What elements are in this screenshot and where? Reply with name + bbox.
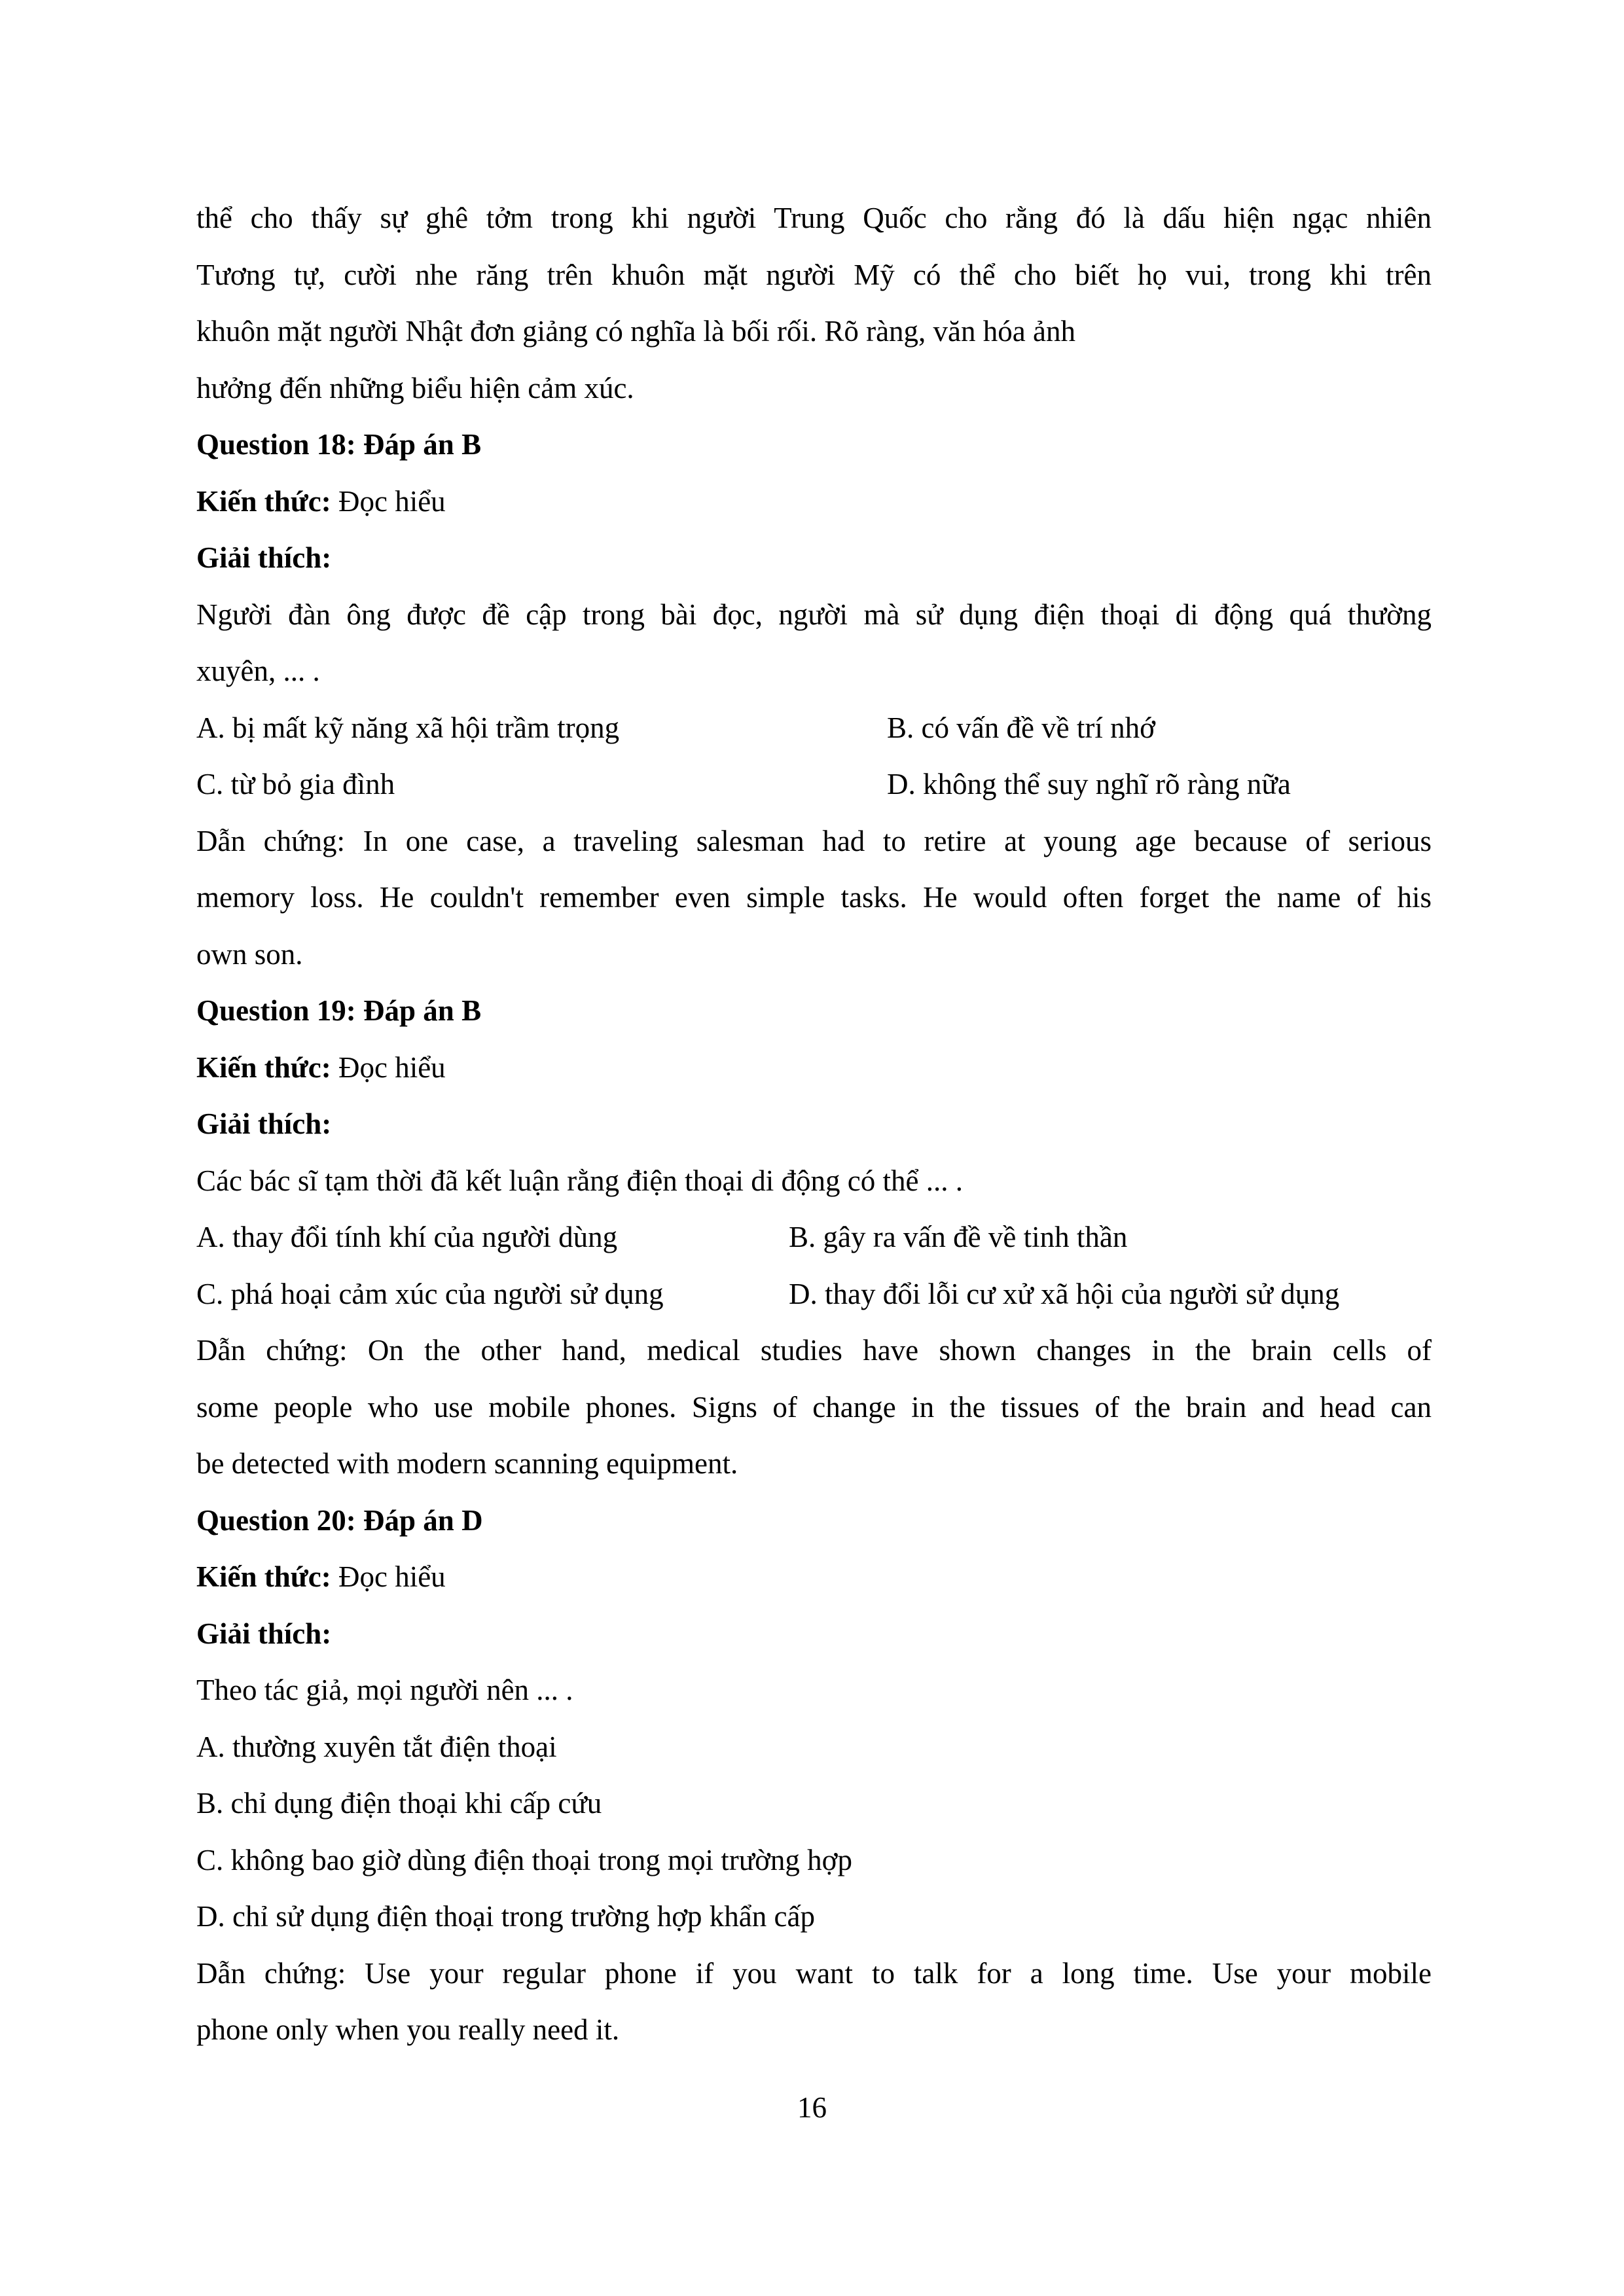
q18-evidence-line-3: own son. — [196, 937, 303, 971]
q19-option-c: C. phá hoại cảm xúc của người sử dụng — [196, 1277, 664, 1310]
q19-knowledge — [196, 1039, 1432, 1096]
q19-options-row-2 — [196, 1266, 1432, 1323]
q20-knowledge — [196, 1549, 1432, 1605]
intro-line-1: thể cho thấy sự ghê tởm trong khi người Trung Quốc cho rằng đó là dấu hiện ngạc nhiên — [196, 202, 1432, 234]
q20-option-d: D. chỉ sử dụng điện thoại trong trường hợp khẩn cấp — [196, 1900, 815, 1933]
q18-option-b: B. có vấn đề về trí nhớ — [887, 711, 1155, 744]
q18-question-line-1: Người đàn ông được đề cập trong bài đọc, người mà sử dụng điện thoại di động quá thường — [196, 598, 1432, 631]
q18-knowledge-label: Kiến thức: — [196, 484, 331, 518]
page-content — [196, 190, 1432, 2058]
q18-options-row-1 — [196, 700, 1432, 757]
q19-knowledge-label: Kiến thức: — [196, 1050, 331, 1084]
q20-option-a: A. thường xuyên tắt điện thoại — [196, 1730, 557, 1763]
intro-line-4: hưởng đến những biểu hiện cảm xúc. — [196, 371, 634, 404]
q20-knowledge-label: Kiến thức: — [196, 1560, 331, 1593]
intro-line-3: khuôn mặt người Nhật đơn giảng có nghĩa là bối rối. Rõ ràng, văn hóa ảnh — [196, 315, 1075, 348]
q19-question-line-1: Các bác sĩ tạm thời đã kết luận rằng điện thoại di động có thể ... . — [196, 1164, 963, 1197]
q19-heading: Question 19: Đáp án B — [196, 994, 482, 1027]
q20-option-c: C. không bao giờ dùng điện thoại trong mọi trường hợp — [196, 1843, 852, 1876]
q20-question-line-1: Theo tác giả, mọi người nên ... . — [196, 1674, 573, 1706]
q18-option-a: A. bị mất kỹ năng xã hội trầm trọng — [196, 711, 620, 744]
intro-line-2: Tương tự, cười nhe răng trên khuôn mặt người Mỹ có thể cho biết họ vui, trong khi trên — [196, 258, 1432, 291]
q18-question-line-2: xuyên, ... . — [196, 655, 320, 687]
q20-option-b: B. chỉ dụng điện thoại khi cấp cứu — [196, 1787, 602, 1820]
q18-option-d: D. không thể suy nghĩ rõ ràng nữa — [887, 768, 1291, 800]
q18-heading: Question 18: Đáp án B — [196, 428, 482, 461]
q18-knowledge-value: Đọc hiểu — [331, 484, 446, 518]
q20-explain-label: Giải thích: — [196, 1617, 332, 1650]
q19-knowledge-value: Đọc hiểu — [331, 1050, 446, 1084]
q20-evidence-line-1: Dẫn chứng: Use your regular phone if you want to talk for a long time. Use your mobile — [196, 1956, 1432, 1990]
q18-evidence-line-1: Dẫn chứng: In one case, a traveling salesman had to retire at young age because of serious — [196, 824, 1432, 857]
q19-explain-label: Giải thích: — [196, 1107, 332, 1140]
q19-evidence-line-3: be detected with modern scanning equipment. — [196, 1447, 738, 1480]
q18-explain-label: Giải thích: — [196, 541, 332, 574]
q18-knowledge — [196, 473, 1432, 530]
q20-evidence-line-2: phone only when you really need it. — [196, 2013, 620, 2046]
q19-option-b: B. gây ra vấn đề về tinh thần — [789, 1221, 1128, 1253]
q19-option-a: A. thay đổi tính khí của người dùng — [196, 1221, 618, 1253]
q19-evidence-line-2: some people who use mobile phones. Signs of change in the tissues of the brain and head can — [196, 1390, 1432, 1424]
q20-heading: Question 20: Đáp án D — [196, 1503, 483, 1537]
q18-evidence-line-2: memory loss. He couldn't remember even simple tasks. He would often forget the name of his — [196, 881, 1432, 914]
q20-knowledge-value: Đọc hiểu — [331, 1560, 446, 1593]
q19-option-d: D. thay đổi lỗi cư xử xã hội của người sử dụng — [789, 1277, 1340, 1310]
q19-options-row-1 — [196, 1209, 1432, 1266]
page-number: 16 — [797, 2091, 827, 2124]
q18-options-row-2 — [196, 756, 1432, 813]
q19-evidence-line-1: Dẫn chứng: On the other hand, medical studies have shown changes in the brain cells of — [196, 1334, 1432, 1367]
q18-option-c: C. từ bỏ gia đình — [196, 768, 395, 800]
